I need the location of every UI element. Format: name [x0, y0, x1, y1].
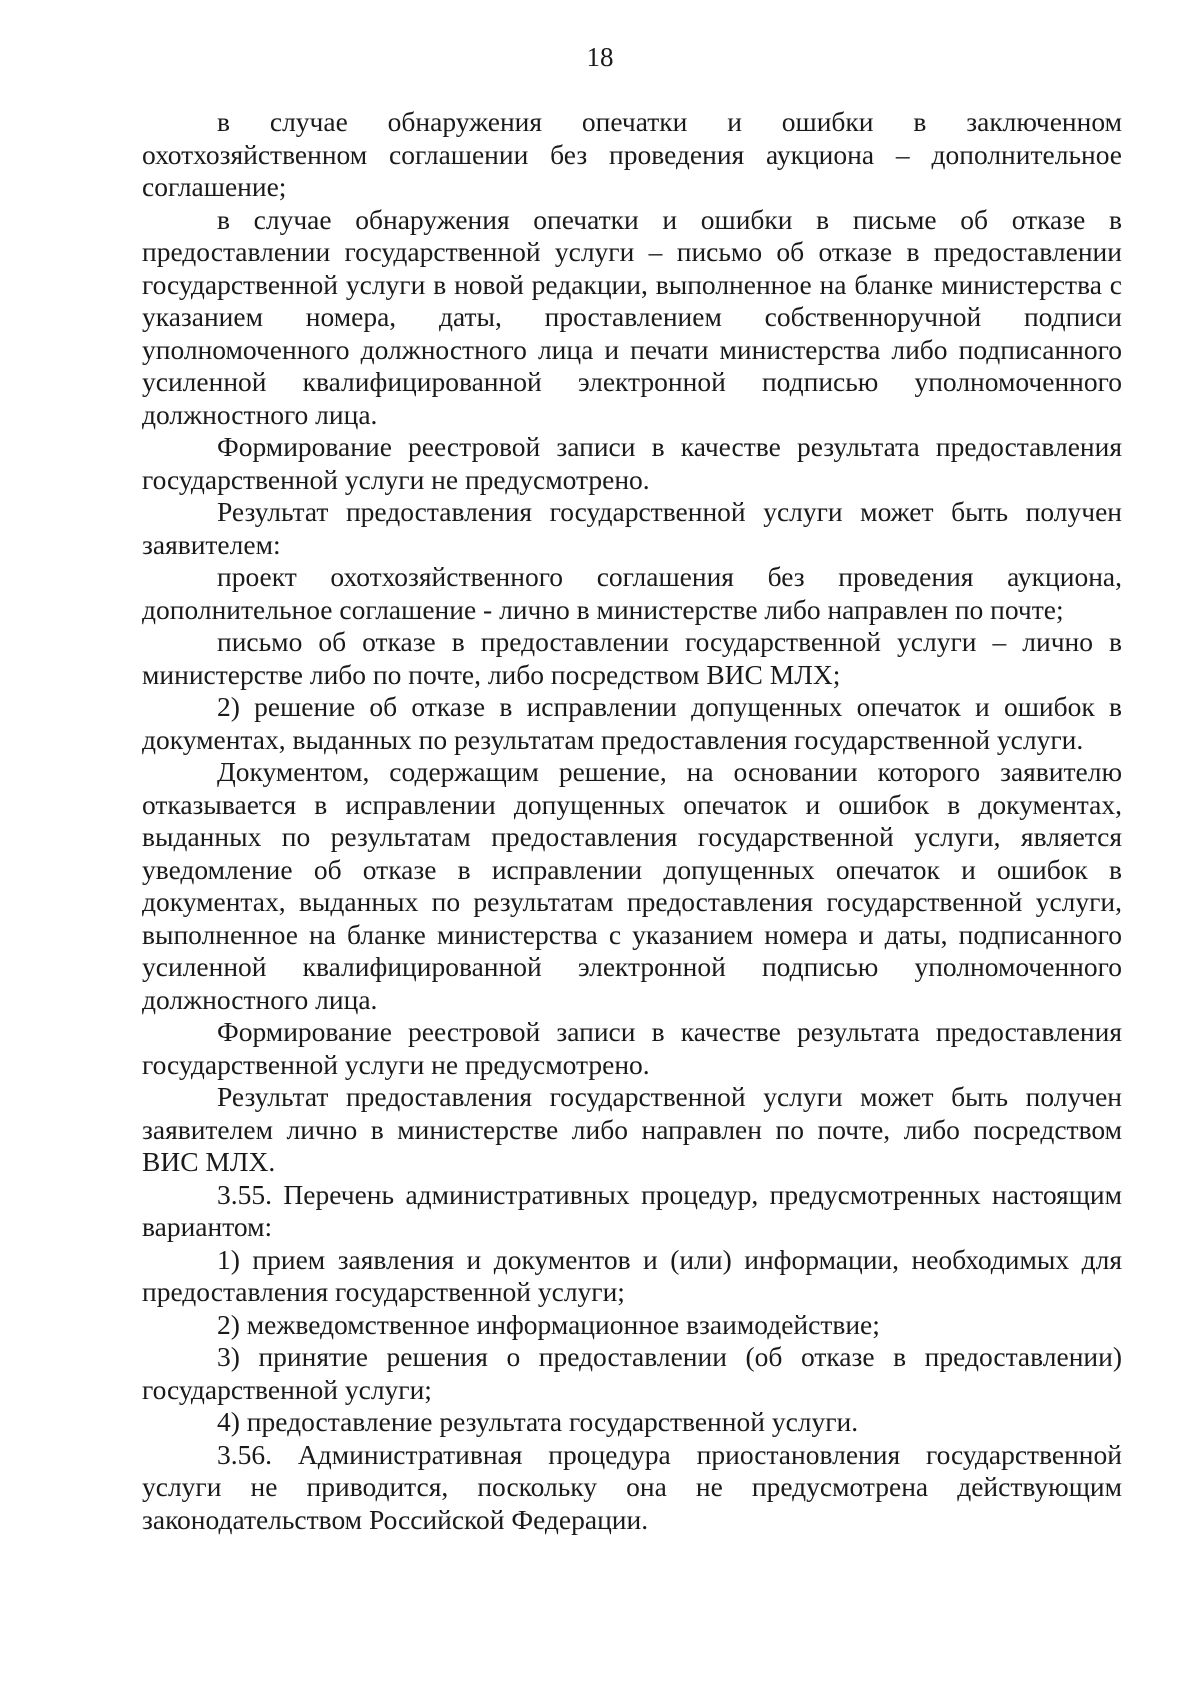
list-item-3: 3) принятие решения о предоставлении (об отказе в предоставлении) государственной услуги;	[142, 1341, 1122, 1405]
list-item-4: 4) предоставление результата государственной услуги.	[217, 1406, 859, 1437]
paragraph-3-55: 3.55. Перечень административных процедур, предусмотренных настоящим вариантом:	[142, 1178, 1122, 1242]
paragraph-result-obtained: Результат предоставления государственной услуги может быть получен заявителем:	[142, 496, 1122, 560]
paragraph-typo-refusal-letter: в случае обнаружения опечатки и ошибки в письме об отказе в предоставлении государственной услуги – письмо об отказе в предоставлении государственной услуги в новой редакции, выполненное на бланке министерства с указанием номера, даты, проставлением собственноручной подписи уполномоченного должностного лица и печати министерства либо подписанного усиленной квалифицированной электронной подписью уполномоченного должностного лица.	[142, 203, 1122, 430]
paragraph-3-56: 3.56. Административная процедура приостановления государственной услуги не приводится, поскольку она не предусмотрена действующим законодательством Российской Федерации.	[142, 1438, 1122, 1535]
paragraph-refusal-letter-delivery: письмо об отказе в предоставлении государственной услуги – лично в министерстве либо по почте, либо посредством ВИС МЛХ;	[142, 626, 1122, 690]
paragraph-refusal-document: Документом, содержащим решение, на основании которого заявителю отказывается в исправлении допущенных опечаток и ошибок в документах, выданных по результатам предоставления государственной услуги, является уведомление об отказе в исправлении допущенных опечаток и ошибок в документах, выданных по результатам предоставления государственной услуги, выполненное на бланке министерства с указанием номера и даты, подписанного усиленной квалифицированной электронной подписью уполномоченного должностного лица.	[142, 756, 1122, 1015]
page-number: 18	[586, 42, 614, 72]
paragraph-registry-record: Формирование реестровой записи в качестве результата предоставления государственной услуги не предусмотрено.	[142, 431, 1122, 495]
paragraph-decision-refusal: 2) решение об отказе в исправлении допущенных опечаток и ошибок в документах, выданных по результатам предоставления государственной услуги.	[142, 691, 1122, 755]
paragraph-result-obtained-2: Результат предоставления государственной услуги может быть получен заявителем лично в министерстве либо направлен по почте, либо посредством ВИС МЛХ.	[142, 1081, 1122, 1177]
document-body	[142, 106, 1122, 1536]
paragraph-registry-record-2: Формирование реестровой записи в качестве результата предоставления государственной услуги не предусмотрено.	[142, 1016, 1122, 1080]
paragraph-project-agreement: проект охотхозяйственного соглашения без проведения аукциона, дополнительное соглашение - лично в министерстве либо направлен по почте;	[142, 561, 1122, 625]
list-item-1: 1) прием заявления и документов и (или) информации, необходимых для предоставления государственной услуги;	[142, 1243, 1122, 1307]
paragraph-typo-agreement: в случае обнаружения опечатки и ошибки в заключенном охотхозяйственном соглашении без проведения аукциона – дополнительное соглашение;	[142, 106, 1122, 202]
list-item-2: 2) межведомственное информационное взаимодействие;	[217, 1308, 880, 1340]
